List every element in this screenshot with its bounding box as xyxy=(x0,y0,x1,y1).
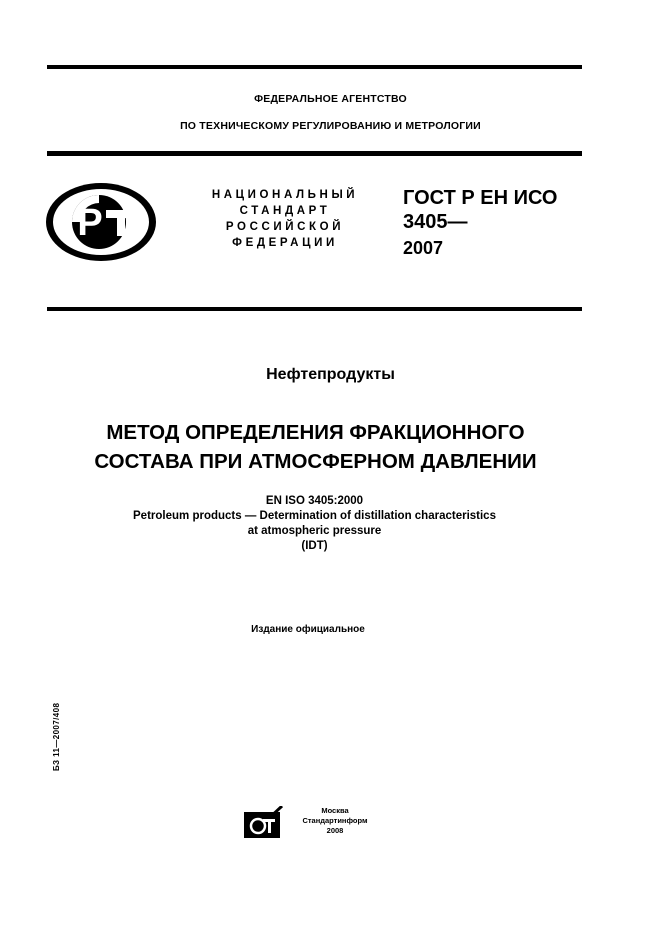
en-title-line-2: at atmospheric pressure xyxy=(247,525,382,537)
document-subject: Нефтепродукты xyxy=(266,366,395,383)
imprint-year: 2008 xyxy=(326,826,344,835)
publisher-imprint xyxy=(290,806,380,836)
header-rule xyxy=(47,151,582,156)
national-line-4: ФЕДЕРАЦИИ xyxy=(232,237,338,249)
top-rule xyxy=(47,65,582,69)
standartinform-logo-icon xyxy=(244,806,284,838)
edition-label: Издание официальное xyxy=(251,624,365,635)
imprint-publisher: Стандартинформ xyxy=(302,816,368,825)
standard-block-rule xyxy=(47,307,582,311)
national-line-1: НАЦИОНАЛЬНЫЙ xyxy=(211,189,359,201)
en-standard-ref: EN ISO 3405:2000 xyxy=(265,495,364,507)
agency-line-1: ФЕДЕРАЛЬНОЕ АГЕНТСТВО xyxy=(254,93,407,105)
svg-text:P: P xyxy=(77,202,103,244)
agency-line-2: ПО ТЕХНИЧЕСКОМУ РЕГУЛИРОВАНИЮ И МЕТРОЛОГИИ xyxy=(180,120,481,132)
rst-certification-logo-icon xyxy=(44,181,158,263)
title-line-1: МЕТОД ОПРЕДЕЛЕНИЯ ФРАКЦИОННОГО xyxy=(106,421,525,444)
side-note: БЗ 11—2007/408 xyxy=(52,702,61,771)
standard-designation xyxy=(403,186,603,234)
imprint-city: Москва xyxy=(321,806,349,815)
document-title xyxy=(0,418,631,476)
national-line-2: СТАНДАРТ xyxy=(239,205,331,217)
designation-line-1: ГОСТ Р ЕН ИСО xyxy=(403,187,558,209)
en-title-line-1: Petroleum products — Determination of distillation characteristics xyxy=(133,510,496,522)
title-line-2: СОСТАВА ПРИ АТМОСФЕРНОМ ДАВЛЕНИИ xyxy=(94,450,537,473)
designation-year: 2007 xyxy=(403,238,444,258)
en-idt: (IDT) xyxy=(301,540,328,552)
national-standard-label xyxy=(196,187,374,251)
designation-line-2: 3405— xyxy=(403,211,468,233)
national-line-3: РОССИЙСКОЙ xyxy=(225,221,345,233)
english-reference xyxy=(0,494,629,554)
